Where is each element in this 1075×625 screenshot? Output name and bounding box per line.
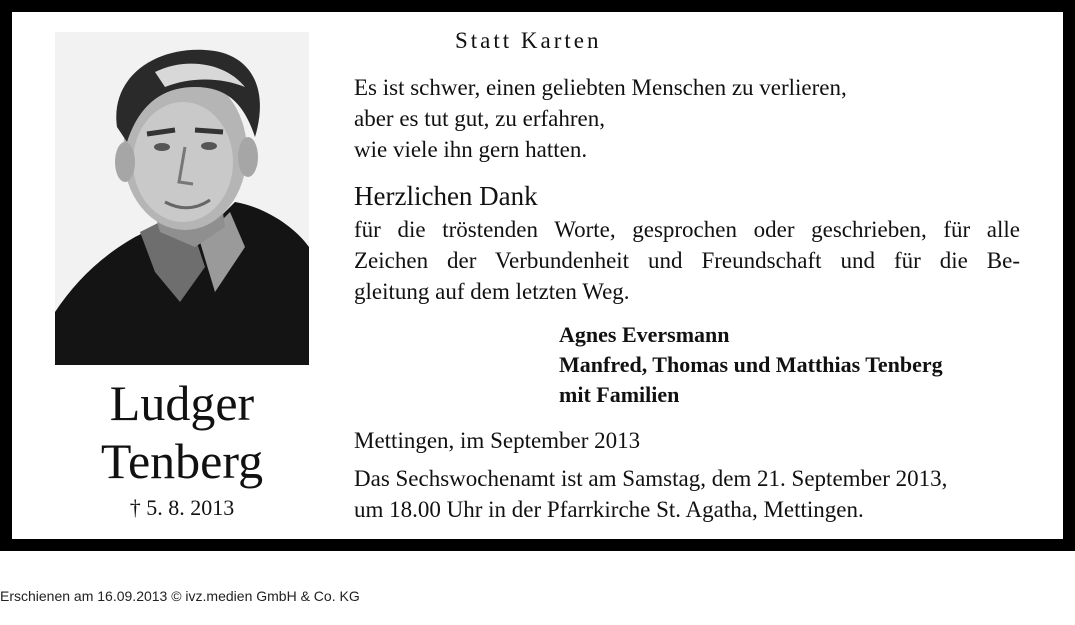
signatory: mit Familien (559, 382, 680, 407)
portrait-image (55, 32, 309, 365)
place-date: Mettingen, im September 2013 (354, 428, 641, 453)
thanks-text (354, 214, 1020, 307)
verse (354, 72, 847, 165)
service-line: Das Sechswochenamt ist am Samstag, dem 21. September 2013, (354, 466, 948, 491)
service-line: um 18.00 Uhr in der Pfarrkirche St. Agatha, Mettingen. (354, 497, 864, 522)
verse-line: wie viele ihn gern hatten. (354, 137, 588, 162)
signatories (559, 320, 943, 410)
portrait-photo (55, 32, 309, 365)
thanks-line: für die tröstenden Worte, gesprochen oder geschrieben, für alle (354, 217, 1020, 242)
deceased-first-name: Ludger (109, 375, 255, 431)
deceased-last-name: Tenberg (100, 433, 264, 489)
notice-header: Statt Karten (455, 28, 602, 53)
verse-line: Es ist schwer, einen geliebten Menschen zu verlieren, (354, 75, 847, 100)
thanks-heading: Herzlichen Dank (354, 181, 538, 211)
signatory: Manfred, Thomas und Matthias Tenberg (559, 352, 943, 377)
thanks-line: gleitung auf dem letzten Weg. (354, 279, 630, 304)
verse-line: aber es tut gut, zu erfahren, (354, 106, 605, 131)
death-date: † 5. 8. 2013 (129, 495, 235, 520)
signatory: Agnes Eversmann (559, 322, 730, 347)
publication-footer: Erschienen am 16.09.2013 © ivz.medien GmbH & Co. KG (0, 588, 360, 604)
service-announcement (354, 463, 947, 525)
thanks-line: Zeichen der Verbundenheit und Freundschaft und für die Be- (354, 248, 1020, 273)
